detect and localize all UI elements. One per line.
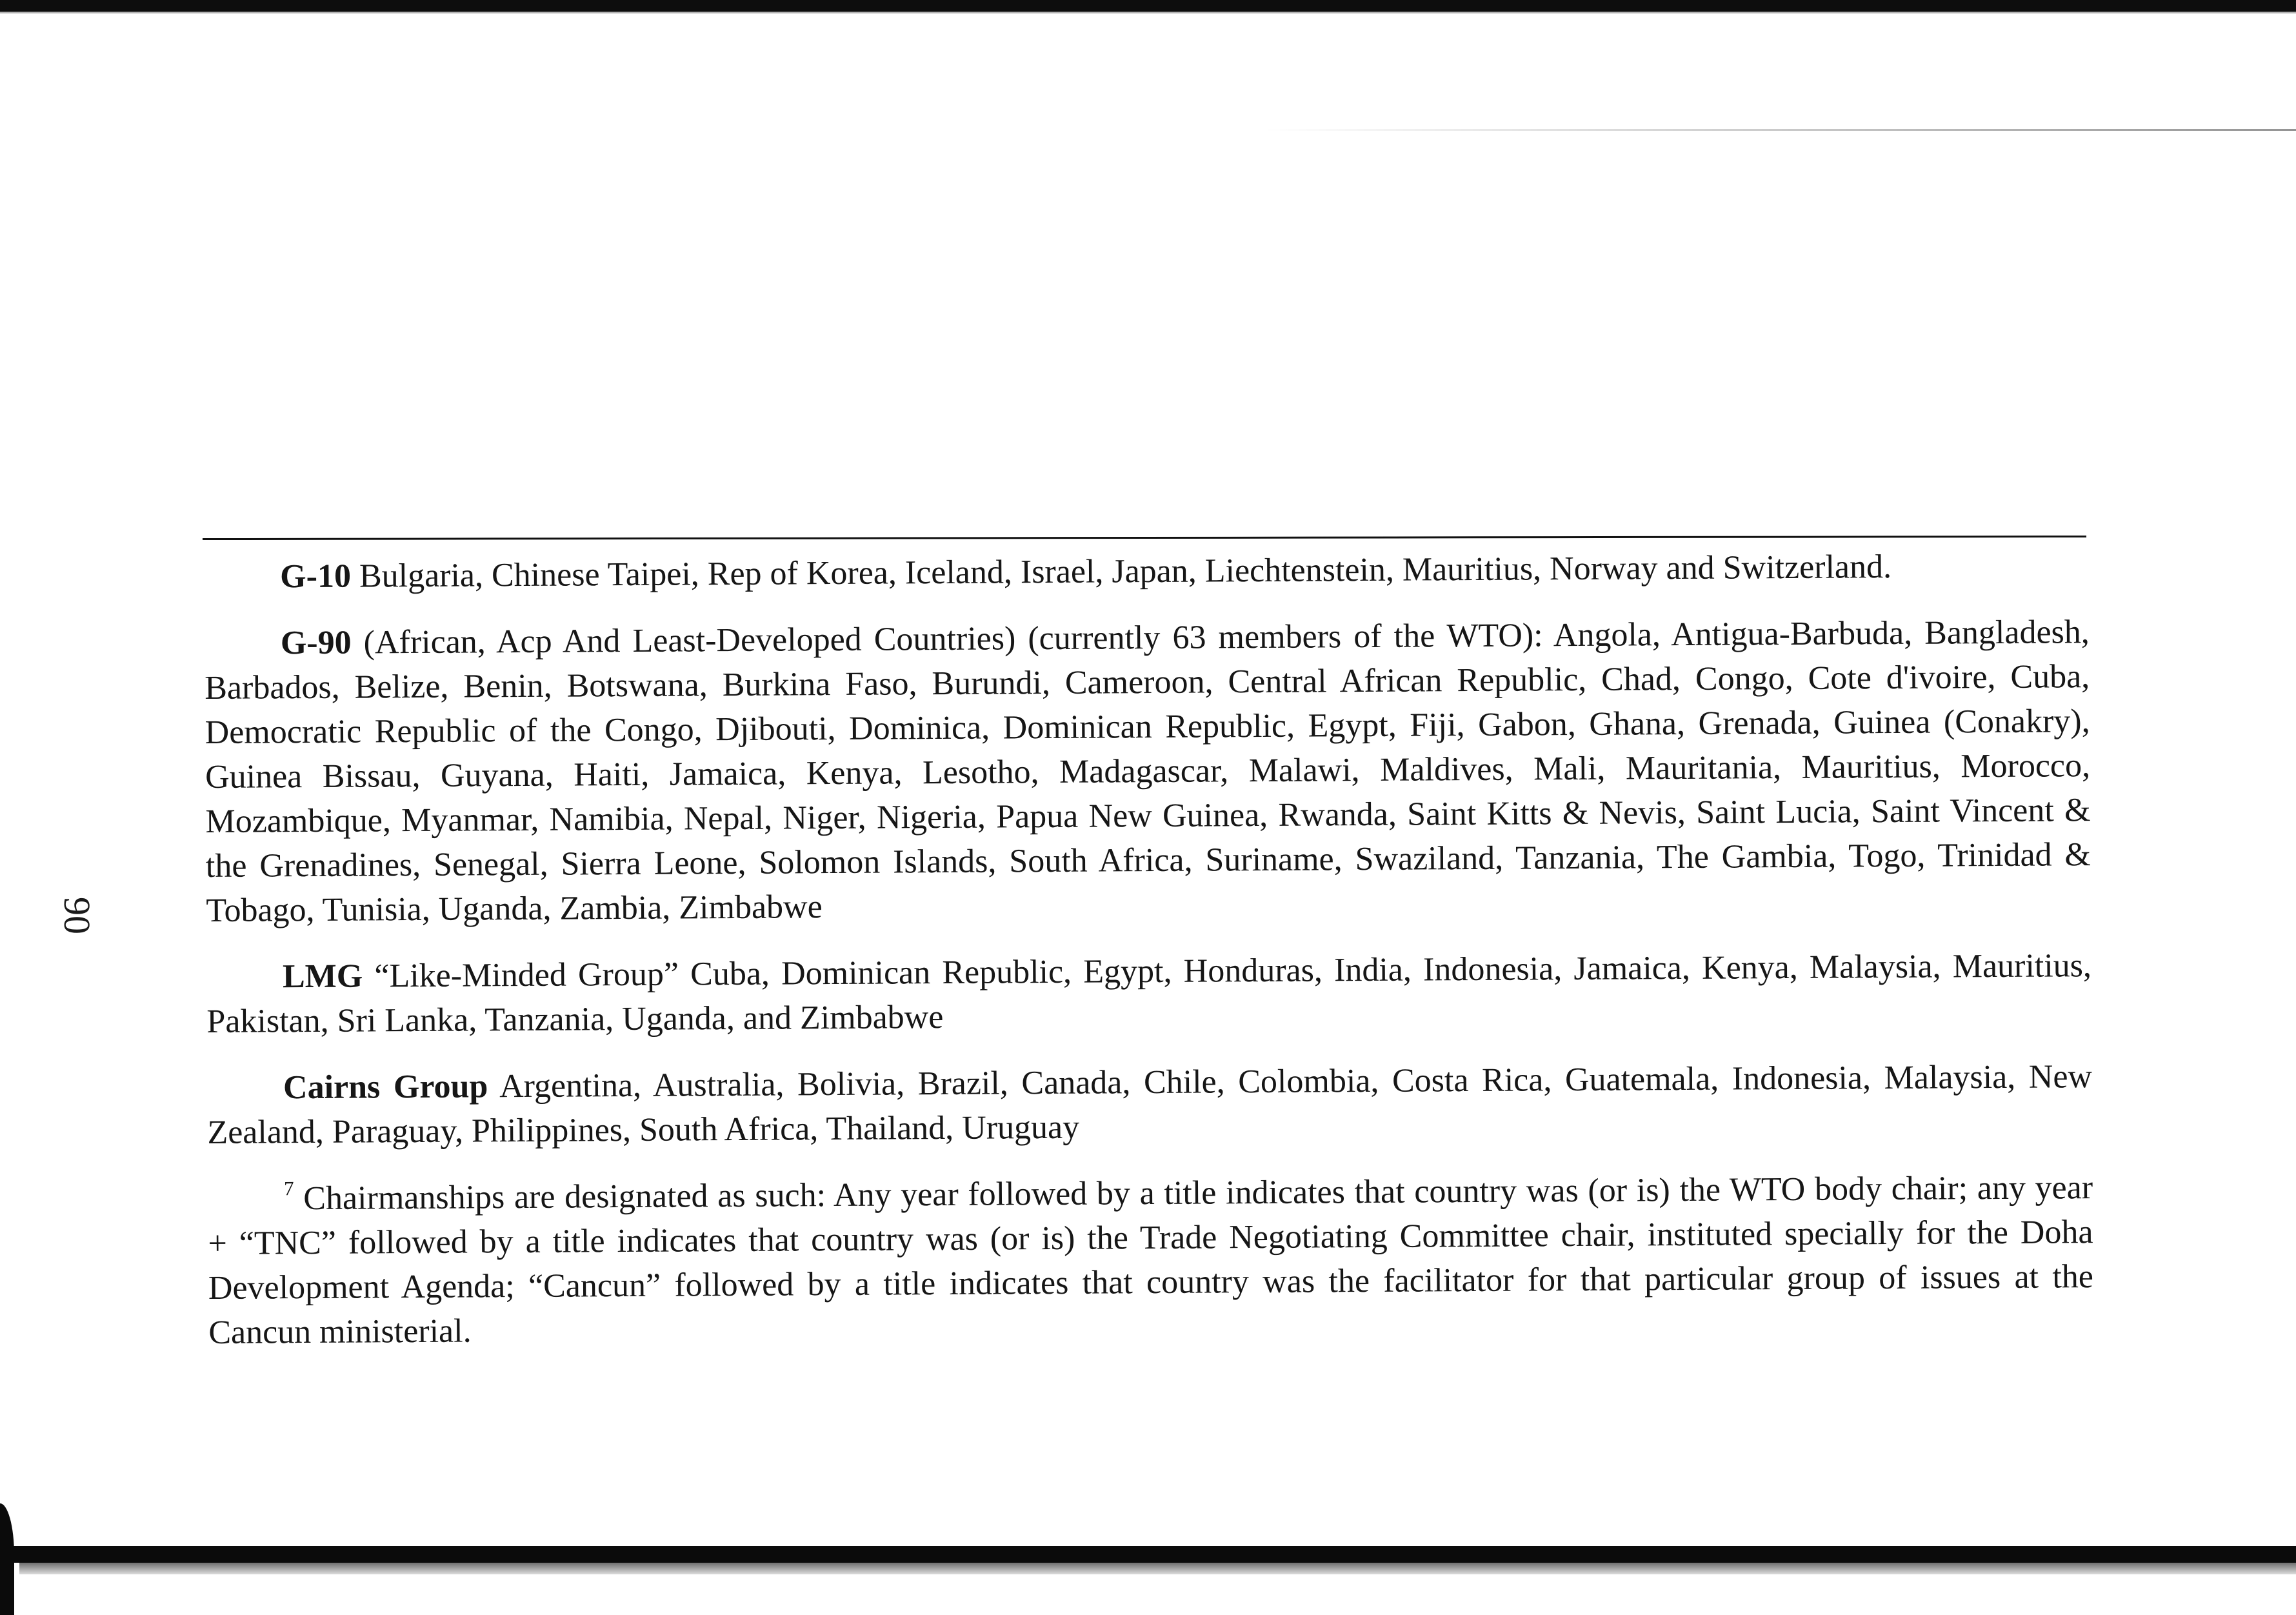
group-name-cairns: Cairns Group: [283, 1068, 488, 1107]
scan-bottom-shadow: [19, 1563, 2296, 1574]
scan-top-shadow: [0, 12, 2296, 14]
scan-page-curl: [0, 1503, 14, 1615]
footnote-marker: 7: [283, 1177, 294, 1200]
note-g90: [205, 610, 2091, 933]
group-name-g10: G-10: [280, 557, 352, 596]
group-members-lmg: “Like-Minded Group” Cuba, Dominican Republic, Egypt, Honduras, India, Indonesia, Jamaica, Kenya, Malaysia, Mauritius, Pakistan, Sri Lanka, Tanzania, Uganda, and Zimbabwe: [206, 947, 2092, 1040]
footnote-7: [208, 1165, 2094, 1355]
page-number: 90: [56, 897, 98, 934]
footnote-rule: [203, 536, 2086, 540]
scan-streak: [1264, 129, 2296, 131]
group-members-cairns: Argentina, Australia, Bolivia, Brazil, Canada, Chile, Colombia, Costa Rica, Guatemala, Indonesia, Malaysia, New Zealand, Paraguay, Philippines, South Africa, Thailand, Uruguay: [207, 1058, 2093, 1151]
scan-top-edge: [0, 0, 2296, 12]
note-lmg: [206, 943, 2092, 1044]
footnote-block: [204, 543, 2094, 1377]
group-members-g90: (African, Acp And Least-Developed Countries) (currently 63 members of the WTO): Angola, Antigua-Barbuda, Bangladesh, Barbados, Belize, Benin, Botswana, Burkina Faso, Burundi, Cameroon, Central African Republic, Chad, Congo, Cote d'ivoire, Cuba, Democratic Republic of the Congo, Djibouti, Dominica, Dominican Republic, Egypt, Fiji, Gabon, Ghana, Grenada, Guinea (Conakry), Guinea Bissau, Guyana, Haiti, Jamaica, Kenya, Lesotho, Madagascar, Malawi, Maldives, Mali, Mauritania, Mauritius, Morocco, Mozambique, Myanmar, Namibia, Nepal, Niger, Nigeria, Papua New Guinea, Rwanda, Saint Kitts & Nevis, Saint Lucia, Saint Vincent & the Grenadines, Senegal, Sierra Leone, Solomon Islands, South Africa, Suriname, Swaziland, Tanzania, The Gambia, Togo, Trinidad & Tobago, Tunisia, Uganda, Zambia, Zimbabwe: [205, 614, 2091, 929]
note-g10: [204, 543, 2089, 599]
group-members-g10: Bulgaria, Chinese Taipei, Rep of Korea, Iceland, Israel, Japan, Liechtenstein, Mauritius, Norway and Switzerland.: [359, 548, 1892, 595]
footnote-text: Chairmanships are designated as such: Any year followed by a title indicates that country was (or is) the WTO body chair; any year + “TNC” followed by a title indicates that country was (or is) the Trade Negotiating Committee chair, instituted specially for the Doha Development Agenda; “Cancun” followed by a title indicates that country was the facilitator for that particular group of issues at the Cancun ministerial.: [208, 1169, 2094, 1351]
note-cairns: [207, 1054, 2093, 1155]
group-name-lmg: LMG: [282, 958, 363, 996]
scan-bottom-edge: [0, 1546, 2296, 1563]
group-name-g90: G-90: [280, 624, 352, 662]
